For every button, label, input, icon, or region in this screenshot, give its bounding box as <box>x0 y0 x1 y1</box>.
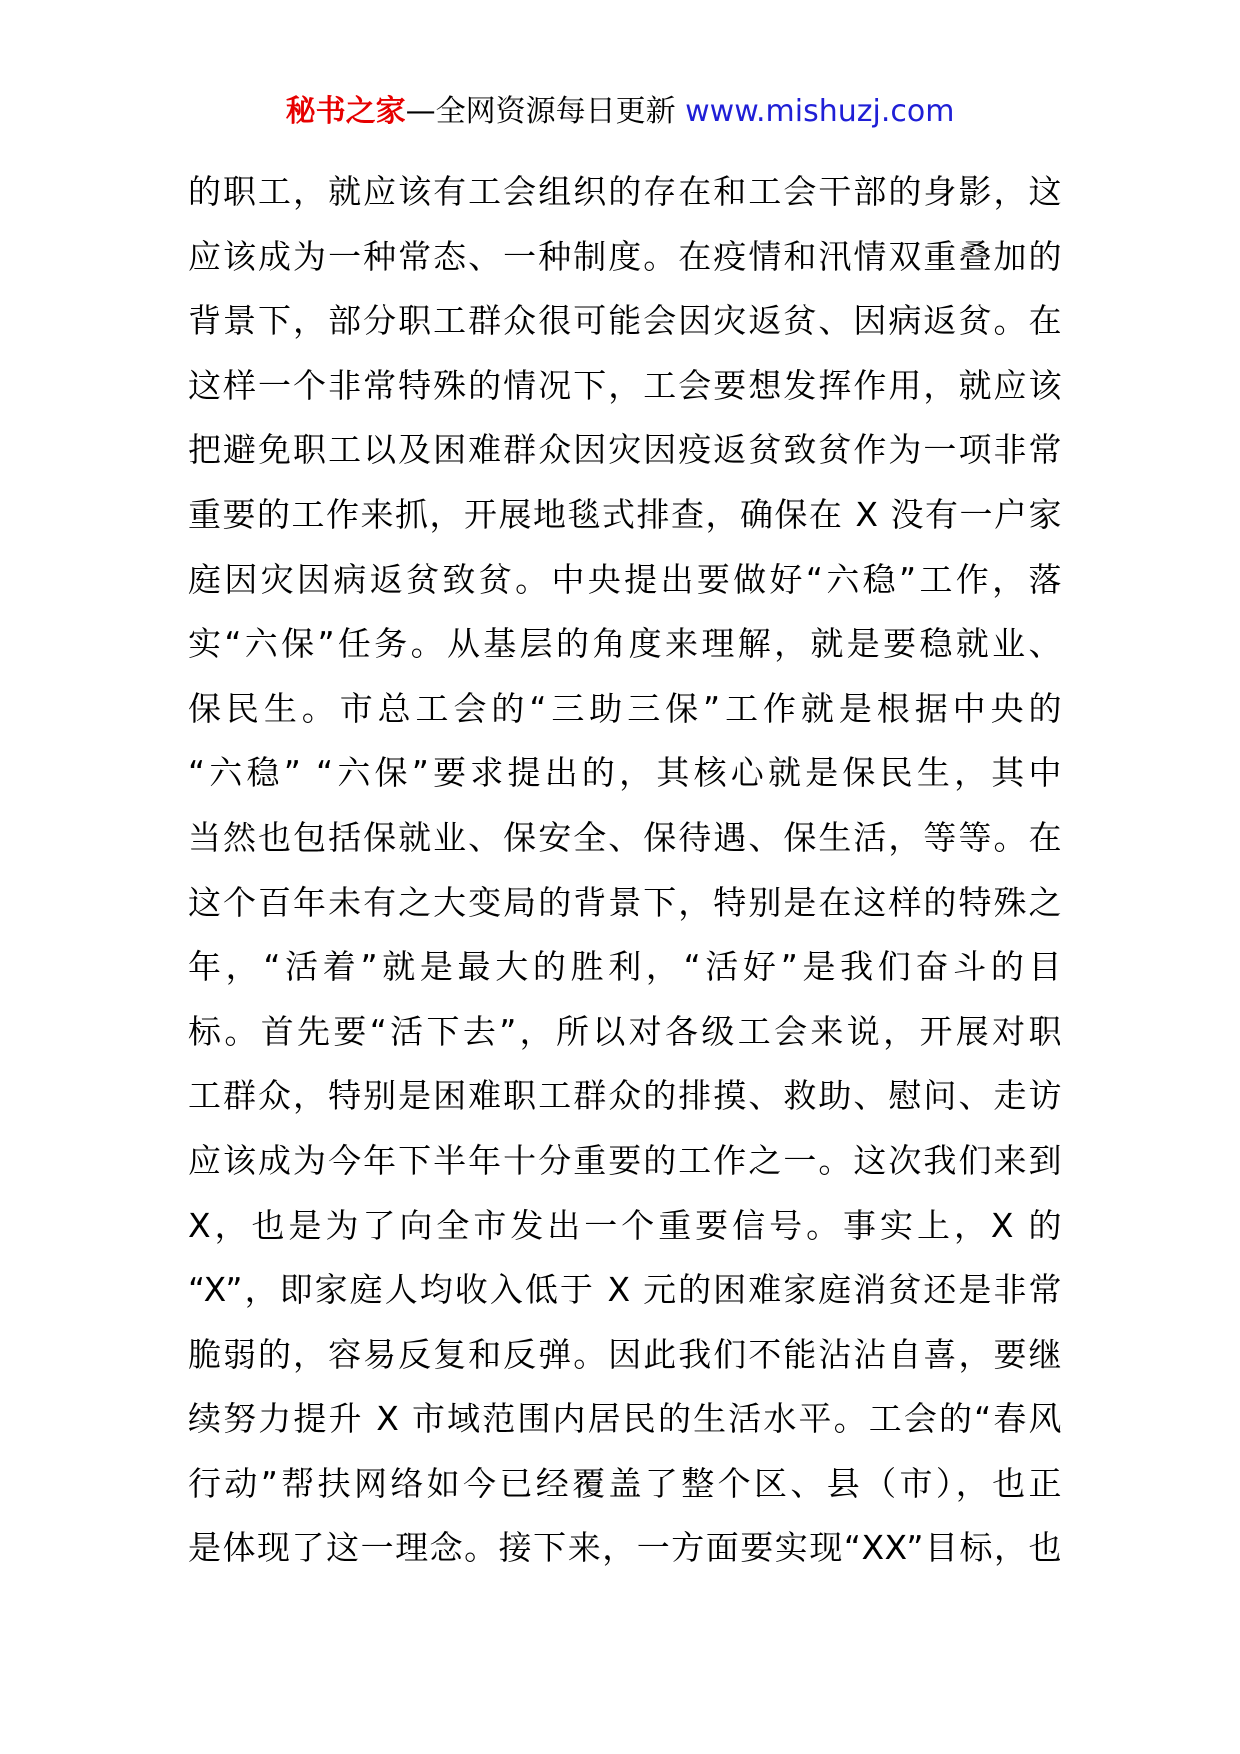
text-line: 这样一个非常特殊的情况下，工会要想发挥作用，就应该 <box>188 365 1062 405</box>
text-line: 当然也包括保就业、保安全、保待遇、保生活，等等。在 <box>188 817 1062 857</box>
text-line: 把避免职工以及困难群众因灾因疫返贫致贫作为一项非常 <box>188 430 1062 470</box>
text-line: 保民生。市总工会的“三助三保”工作就是根据中央的 <box>188 688 1062 728</box>
header-slogan: —全网资源每日更新 <box>405 94 686 129</box>
text-line: 工群众，特别是困难职工群众的排摸、救助、慰问、走访 <box>188 1076 1062 1116</box>
text-line: X，也是为了向全市发出一个重要信号。事实上，X 的 <box>188 1205 1062 1245</box>
text-line: 年，“活着”就是最大的胜利，“活好”是我们奋斗的目 <box>188 947 1062 987</box>
text-line: 的职工，就应该有工会组织的存在和工会干部的身影，这 <box>188 172 1062 211</box>
site-url-link[interactable]: www.mishuzj.com <box>685 94 955 129</box>
text-line: 实“六保”任务。从基层的角度来理解，就是要稳就业、 <box>188 624 1062 664</box>
text-line: 标。首先要“活下去”，所以对各级工会来说，开展对职 <box>188 1011 1062 1051</box>
text-line: 续努力提升 X 市域范围内居民的生活水平。工会的“春风 <box>188 1399 1062 1439</box>
text-line: 行动”帮扶网络如今已经覆盖了整个区、县（市），也正 <box>188 1463 1062 1503</box>
text-line: 这个百年未有之大变局的背景下，特别是在这样的特殊之 <box>188 882 1062 922</box>
text-line: 脆弱的，容易反复和反弹。因此我们不能沾沾自喜，要继 <box>188 1334 1062 1374</box>
page-header <box>0 92 1240 132</box>
text-line: 应该成为今年下半年十分重要的工作之一。这次我们来到 <box>188 1140 1062 1180</box>
text-line: 重要的工作来抓，开展地毯式排查，确保在 X 没有一户家 <box>188 494 1062 534</box>
text-line: 是体现了这一理念。接下来，一方面要实现“XX”目标，也 <box>188 1528 1062 1568</box>
text-line: “X”，即家庭人均收入低于 X 元的困难家庭消贫还是非常 <box>188 1270 1062 1310</box>
text-line: 庭因灾因病返贫致贫。中央提出要做好“六稳”工作，落 <box>188 559 1062 599</box>
text-line: 应该成为一种常态、一种制度。在疫情和汛情双重叠加的 <box>188 236 1062 276</box>
text-line: “六稳” “六保”要求提出的，其核心就是保民生，其中 <box>188 753 1062 793</box>
brand-name: 秘书之家 <box>285 94 406 129</box>
text-line: 背景下，部分职工群众很可能会因灾返贫、因病返贫。在 <box>188 301 1062 341</box>
document-body <box>188 160 1062 1581</box>
